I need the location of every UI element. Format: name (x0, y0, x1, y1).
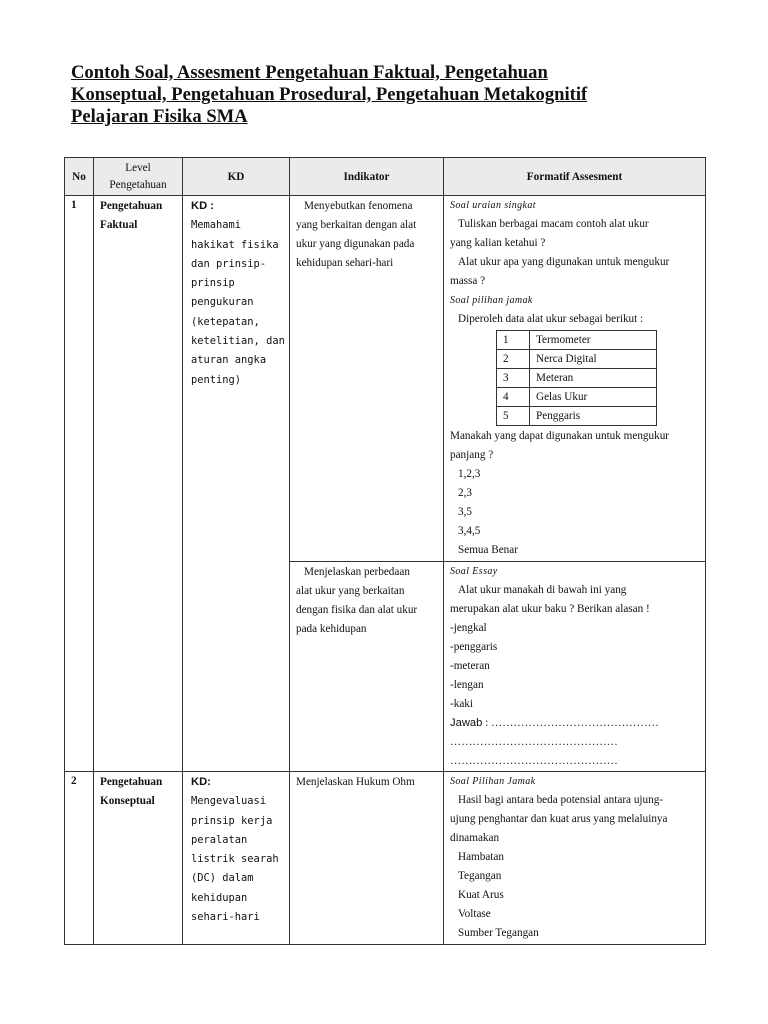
question-type: Soal Pilihan Jamak (450, 776, 536, 787)
row-number: 2 (65, 772, 94, 945)
question-type: Soal Essay (450, 566, 498, 577)
level-cell (94, 772, 183, 945)
indikator-line: Menyebutkan fenomena (304, 200, 413, 212)
kd-heading: KD : (191, 200, 214, 212)
header-kd: KD (183, 158, 290, 196)
indikator-line: Menjelaskan perbedaan (304, 566, 410, 578)
indikator-line: dengan fisika dan alat ukur (296, 604, 418, 616)
indikator-line: Menjelaskan Hukum Ohm (296, 776, 415, 788)
header-level-line: Level (125, 161, 151, 174)
answer-option: Sumber Tegangan (458, 927, 539, 939)
question-line: dinamakan (450, 832, 500, 844)
question-line: Alat ukur manakah di bawah ini yang (458, 584, 627, 596)
tool-number: 5 (497, 407, 530, 426)
kd-line: prinsip kerja (191, 814, 273, 827)
answer-dots: ……………………………………… (450, 755, 618, 767)
kd-line: ketelitian, dan (191, 335, 285, 348)
formatif-cell (444, 772, 706, 945)
kd-line: dan prinsip- (191, 257, 267, 270)
header-level (94, 158, 183, 196)
indikator-cell (290, 562, 444, 772)
list-item: -penggaris (450, 641, 498, 653)
assessment-table (64, 157, 706, 945)
tool-number: 1 (497, 331, 530, 350)
answer-dots: ……………………………………… (450, 736, 618, 748)
tool-number: 4 (497, 388, 530, 407)
level-line: Pengetahuan (100, 200, 163, 212)
indikator-line: pada kehidupan (296, 623, 367, 635)
tools-row (497, 350, 657, 369)
indikator-line: yang berkaitan dengan alat (296, 219, 417, 231)
kd-line: kehidupan (191, 891, 248, 904)
kd-line: Memahami (191, 219, 242, 232)
question-line: ujung penghantar dan kuat arus yang melaluinya (450, 813, 668, 825)
question-line: Diperoleh data alat ukur sebagai berikut : (458, 313, 644, 325)
answer-option: 3,5 (458, 506, 472, 518)
tool-name: Termometer (530, 331, 657, 350)
level-line: Konseptual (100, 795, 155, 807)
tool-name: Gelas Ukur (530, 388, 657, 407)
question-line: Manakah yang dapat digunakan untuk mengukur (450, 430, 670, 442)
tools-row (497, 407, 657, 426)
kd-line: penting) (191, 373, 242, 386)
row-number: 1 (65, 196, 94, 772)
indikator-line: kehidupan sehari-hari (296, 257, 394, 269)
question-line: panjang ? (450, 449, 494, 461)
tool-name: Penggaris (530, 407, 657, 426)
question-line: Alat ukur apa yang digunakan untuk mengukur (458, 256, 670, 268)
table-header-row (65, 158, 706, 196)
tool-number: 2 (497, 350, 530, 369)
table-row (65, 196, 706, 562)
level-line: Faktual (100, 219, 138, 231)
kd-line: Mengevaluasi (191, 795, 267, 808)
question-line: Tuliskan berbagai macam contoh alat ukur (458, 218, 649, 230)
kd-line: (DC) dalam (191, 872, 254, 885)
formatif-cell (444, 562, 706, 772)
tools-row (497, 369, 657, 388)
level-cell (94, 196, 183, 772)
kd-heading: KD: (191, 776, 211, 788)
kd-line: (ketepatan, (191, 315, 260, 328)
indikator-cell (290, 196, 444, 562)
question-type: Soal pilihan jamak (450, 295, 533, 306)
formatif-cell (444, 196, 706, 562)
level-line: Pengetahuan (100, 776, 163, 788)
list-item: -meteran (450, 660, 490, 672)
header-level-line: Pengetahuan (109, 178, 167, 191)
list-item: -lengan (450, 679, 484, 691)
answer-option: Hambatan (458, 851, 504, 863)
header-no: No (65, 158, 94, 196)
title-line: Contoh Soal, Assesment Pengetahuan Faktual, Pengetahuan (71, 62, 548, 83)
title-line: Pelajaran Fisika SMA (71, 106, 248, 127)
answer-option: 2,3 (458, 487, 472, 499)
answer-label: Jawab (450, 717, 483, 729)
tools-row (497, 388, 657, 407)
question-line: massa ? (450, 275, 486, 287)
kd-cell (183, 196, 290, 772)
document-title (71, 62, 711, 128)
list-item: -kaki (450, 698, 473, 710)
indikator-line: alat ukur yang berkaitan (296, 585, 405, 597)
answer-option: 1,2,3 (458, 468, 481, 480)
kd-cell (183, 772, 290, 945)
kd-line: listrik searah (191, 853, 279, 866)
answer-line (450, 714, 701, 733)
kd-line: hakikat fisika (191, 238, 279, 251)
table-row (65, 772, 706, 945)
question-line: merupakan alat ukur baku ? Berikan alasan ! (450, 603, 650, 615)
indikator-line: ukur yang digunakan pada (296, 238, 415, 250)
answer-option: Semua Benar (458, 544, 518, 556)
kd-line: sehari-hari (191, 911, 260, 924)
tool-number: 3 (497, 369, 530, 388)
question-line: Hasil bagi antara beda potensial antara ujung- (458, 794, 664, 806)
kd-line: prinsip (191, 277, 235, 290)
question-line: yang kalian ketahui ? (450, 237, 546, 249)
kd-line: aturan angka (191, 354, 267, 367)
tools-table (496, 330, 657, 426)
answer-option: Tegangan (458, 870, 502, 882)
answer-dots: : ……………………………………… (482, 717, 659, 729)
title-line: Konseptual, Pengetahuan Prosedural, Pengetahuan Metakognitif (71, 84, 588, 105)
answer-option: 3,4,5 (458, 525, 481, 537)
kd-line: peralatan (191, 833, 248, 846)
kd-line: pengukuran (191, 296, 254, 309)
header-indikator: Indikator (290, 158, 444, 196)
question-type: Soal uraian singkat (450, 200, 536, 211)
indikator-cell (290, 772, 444, 945)
list-item: -jengkal (450, 622, 487, 634)
tool-name: Meteran (530, 369, 657, 388)
answer-option: Voltase (458, 908, 491, 920)
tools-row (497, 331, 657, 350)
answer-option: Kuat Arus (458, 889, 504, 901)
header-formatif: Formatif Assesment (444, 158, 706, 196)
tool-name: Nerca Digital (530, 350, 657, 369)
